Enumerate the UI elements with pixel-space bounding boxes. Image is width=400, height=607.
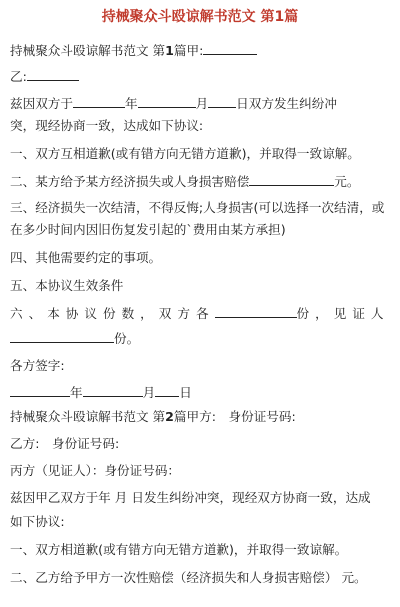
doc2-intro-line2: 如下协议: [10, 514, 65, 529]
doc2-intro-line1: 兹因甲乙双方于年 月 日发生纠纷冲突，现经双方协商一致，达成 [10, 490, 371, 505]
doc1-item1: 一、双方互相道歉(或有错方向无错方道歉)，并取得一致谅解。 [10, 146, 360, 161]
blank-sign-year [10, 384, 70, 397]
doc2-header: 持械聚众斗殴谅解书范文 第2篇甲方: 身份证号码: [10, 409, 296, 424]
doc1-item6-line2: 份。 [10, 330, 392, 347]
blank-sign-month [83, 384, 143, 397]
doc1-item2: 二、某方给予某方经济损失或人身损害赔偿 元。 [10, 174, 360, 189]
blank-sign-day [155, 384, 179, 397]
doc1-signatures: 各方签字: [10, 358, 65, 373]
doc2-item1: 一、双方相道歉(或有错方向无错方道歉)，并取得一致谅解。 [10, 542, 348, 557]
doc1-item3-line1: 三、经济损失一次结清，不得反悔;人身损害(可以选择一次结清，或 [10, 200, 385, 215]
doc1-intro-line2: 突，现经协商一致，达成如下协议: [10, 118, 204, 133]
blank-day [208, 95, 236, 108]
doc1-item4: 四、其他需要约定的事项。 [10, 250, 162, 265]
doc1-header: 持械聚众斗殴谅解书范文 第1篇甲: [10, 42, 392, 59]
blank-copies [215, 305, 297, 318]
doc1-item3-line2: 在多少时间内因旧伤复发引起的`费用由某方承担) [10, 222, 286, 237]
blank-month [138, 95, 196, 108]
doc2-item2: 二、乙方给予甲方一次性赔偿（经济损失和人身损害赔偿） 元。 [10, 570, 367, 585]
doc1-party-b: 乙: [10, 68, 392, 85]
doc1-intro-line1: 兹因双方于 年 月 日双方发生纠纷冲 [10, 96, 337, 111]
blank-year [73, 95, 125, 108]
blank-amount [249, 173, 334, 186]
doc1-item5: 五、本协议生效条件 [10, 278, 124, 293]
doc1-date: 年 月 日 [10, 384, 392, 401]
doc1-item6-line1: 六、本协议份数，双方各 份，见证人 [10, 306, 390, 321]
blank-witness-copies [10, 330, 114, 343]
document-title: 持械聚众斗殴谅解书范文 第1篇 [101, 9, 299, 25]
blank-party-a [203, 42, 257, 55]
doc2-party-b: 乙方: 身份证号码: [10, 436, 120, 451]
blank-party-b [27, 68, 79, 81]
doc2-party-c: 丙方（见证人）：身份证号码： [10, 463, 181, 478]
